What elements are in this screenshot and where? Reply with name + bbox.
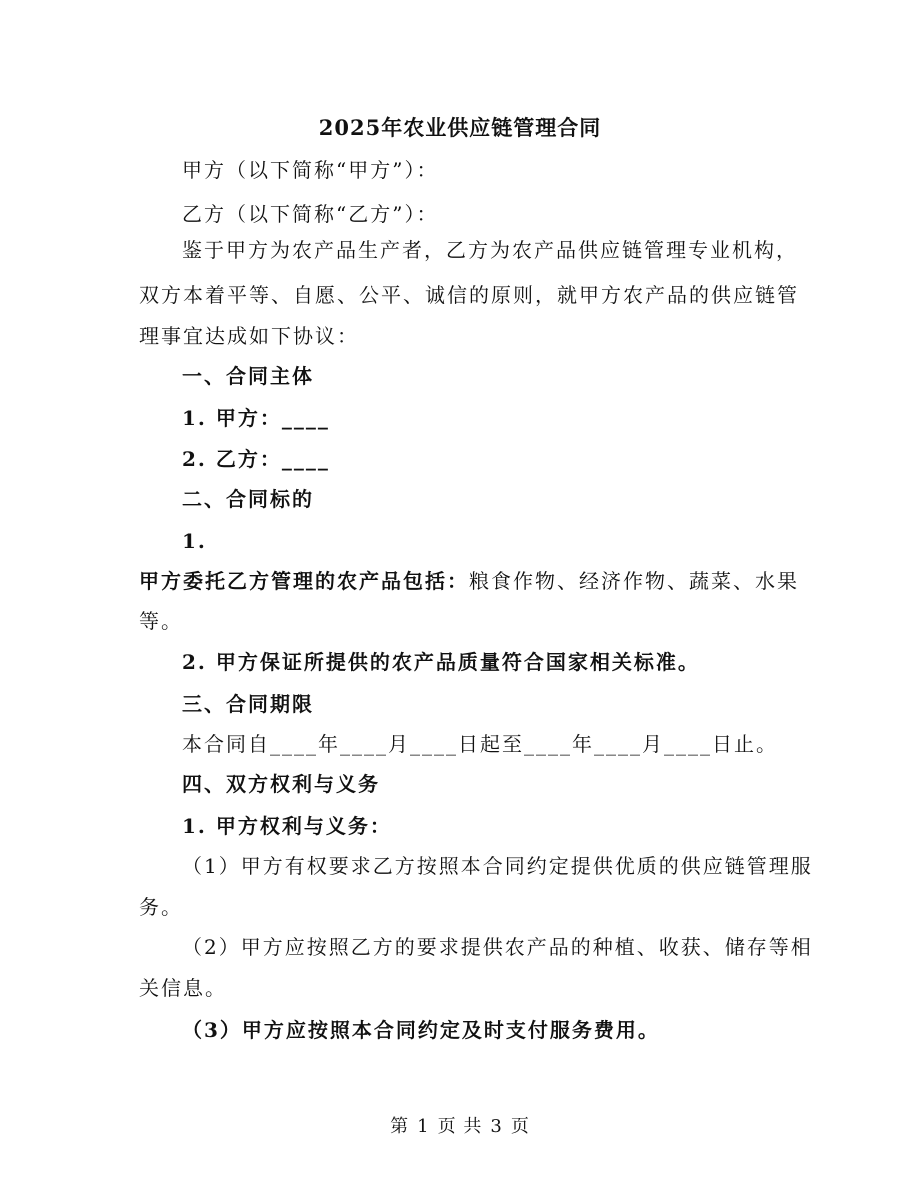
footer-total-pages: 3 <box>490 1116 503 1137</box>
footer-prefix: 第 <box>390 1116 410 1137</box>
section-1-item-1: 1. 甲方：____ <box>182 406 330 430</box>
obligation-3-line: （3）甲方应按照本合同约定及时支付服务费用。 <box>182 1018 660 1042</box>
party-b-line: 乙方（以下简称“乙方”）： <box>182 202 439 226</box>
obligation-2-line-2: 关信息。 <box>139 976 227 1000</box>
obligation-1-line-1: （1）甲方有权要求乙方按照本合同约定提供优质的供应链管理服 <box>182 854 813 878</box>
section-2-item-1-number: 1. <box>182 529 207 553</box>
section-3-text: 本合同自____年____月____日起至____年____月____日止。 <box>182 732 778 756</box>
footer-middle: 页 共 <box>437 1116 483 1137</box>
page-footer <box>0 1112 920 1138</box>
footer-page-number: 1 <box>417 1116 430 1137</box>
section-4-heading: 四、双方权利与义务 <box>182 772 380 796</box>
section-1-heading: 一、合同主体 <box>182 364 314 388</box>
section-2-item-2: 2. 甲方保证所提供的农产品质量符合国家相关标准。 <box>182 650 700 674</box>
obligation-2-line-1: （2）甲方应按照乙方的要求提供农产品的种植、收获、储存等相 <box>182 935 813 959</box>
intro-line-3: 理事宜达成如下协议： <box>139 324 359 348</box>
party-a-line: 甲方（以下简称“甲方”）： <box>182 158 439 182</box>
section-2-heading: 二、合同标的 <box>182 487 314 511</box>
document-title: 2025年农业供应链管理合同 <box>318 115 602 140</box>
section-3-heading: 三、合同期限 <box>182 692 314 716</box>
intro-line-2: 双方本着平等、自愿、公平、诚信的原则，就甲方农产品的供应链管 <box>139 283 799 307</box>
footer-suffix: 页 <box>510 1116 530 1137</box>
obligation-1-line-2: 务。 <box>139 895 183 919</box>
intro-line-1: 鉴于甲方为农产品生产者，乙方为农产品供应链管理专业机构， <box>182 238 798 262</box>
section-1-item-2: 2. 乙方：____ <box>182 447 330 471</box>
section-2-item-1-rest: 粮食作物、经济作物、蔬菜、水果 <box>469 569 799 593</box>
section-2-item-1-continued: 等。 <box>139 609 183 633</box>
section-2-item-1-bold: 甲方委托乙方管理的农产品包括： <box>139 569 469 593</box>
section-2-item-1-line <box>139 567 799 595</box>
section-4-item-1: 1. 甲方权利与义务： <box>182 814 392 838</box>
